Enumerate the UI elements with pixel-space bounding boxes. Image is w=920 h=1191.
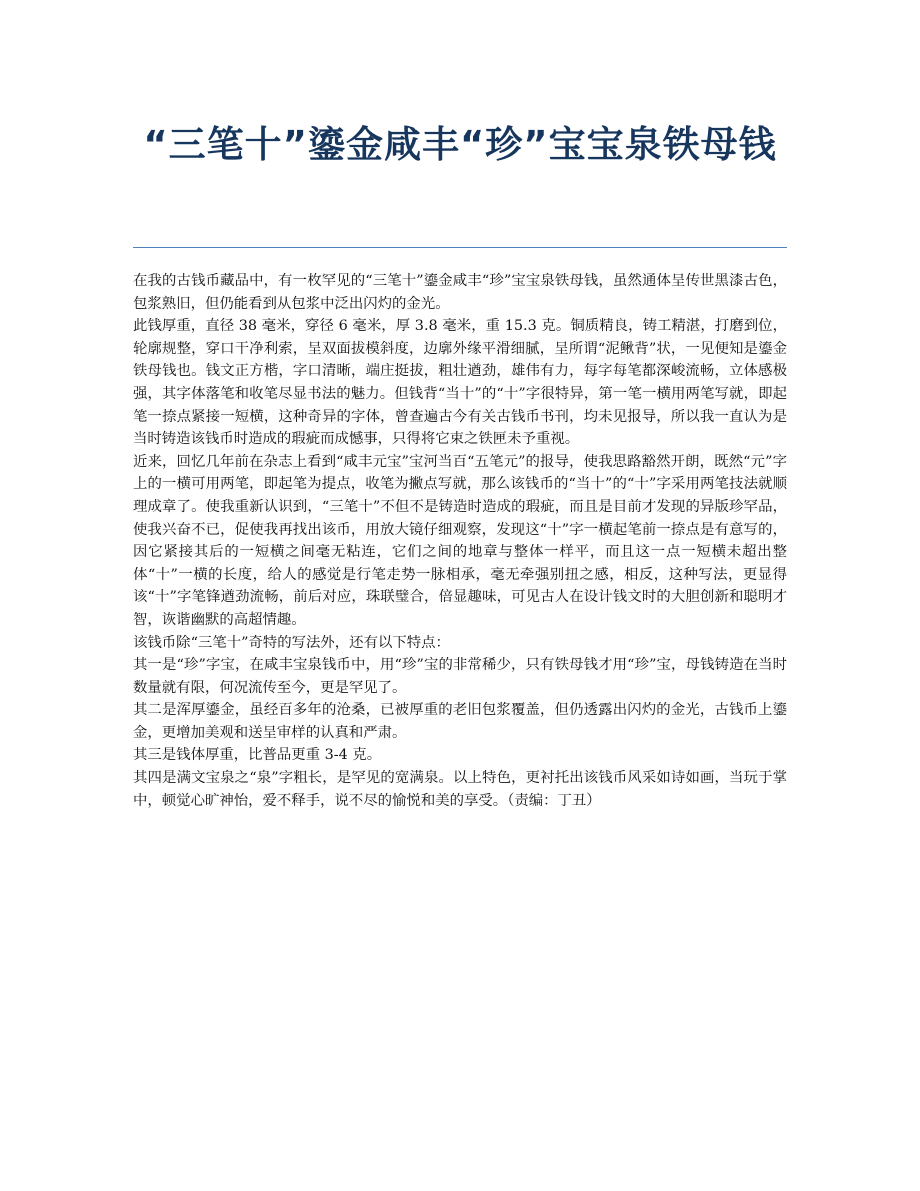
paragraph: 其四是满文宝泉之“泉”字粗长，是罕见的宽满泉。以上特色，更衬托出该钱币风采如诗如画，当玩于掌中，顿觉心旷神怡，爱不释手，说不尽的愉悦和美的享受。（责编：丁丑） [133, 770, 787, 809]
paragraph: 在我的古钱币藏品中，有一枚罕见的“三笔十”鎏金咸丰“珍”宝宝泉铁母钱，虽然通体呈传世黑漆古色，包浆熟旧，但仍能看到从包浆中泛出闪灼的金光。 [133, 273, 787, 312]
paragraph: 其二是浑厚鎏金，虽经百多年的沧桑，已被厚重的老旧包浆覆盖，但仍透露出闪灼的金光，古钱币上鎏金，更增加美观和送呈审样的认真和严肃。 [133, 702, 787, 741]
paragraph: 近来，回忆几年前在杂志上看到“咸丰元宝”宝河当百“五笔元”的报导，使我思路豁然开朗，既然“元”字上的一横可用两笔，即起笔为提点，收笔为撇点写就，那么该钱币的“当十”的“十”字采用两笔技法就顺理成章了。使我重新认识到，“三笔十”不但不是铸造时造成的瑕疵，而且是目前才发现的异版珍罕品，使我兴奋不已，促使我再找出该币，用放大镜仔细观察，发现这“十”字一横起笔前一捺点是有意写的，因它紧接其后的一短横之间毫无粘连，它们之间的地章与整体一样平，而且这一点一短横未超出整体“十”一横的长度，给人的感觉是行笔走势一脉相承，毫无牵强别扭之感，相反，这种写法，更显得该“十”字笔锋遒劲流畅，前后对应，珠联璧合，倍显趣味，可见古人在设计钱文时的大胆创新和聪明才智，诙谐幽默的高超情趣。 [133, 453, 787, 628]
document-title: “三笔十”鎏金咸丰“珍”宝宝泉铁母钱 [143, 123, 777, 166]
paragraph: 其三是钱体厚重，比普品更重 3-4 克。 [133, 747, 382, 764]
paragraph: 此钱厚重，直径 38 毫米，穿径 6 毫米，厚 3.8 毫米，重 15.3 克。铜质精良，铸工精湛，打磨到位，轮廓规整，穿口干净利索，呈双面拔模斜度，边廓外缘平滑细腻，呈所谓“泥鳅背”状，一见便知是鎏金铁母钱也。钱文正方楷，字口清晰，端庄挺拔，粗壮遒劲，雄伟有力，每字每笔都深峻流畅，立体感极强，其字体落笔和收笔尽显书法的魅力。但钱背“当十”的“十”字很特异，第一笔一横用两笔写就，即起笔一捺点紧接一短横，这种奇异的字体，曾查遍古今有关古钱币书刊，均未见报导，所以我一直认为是当时铸造该钱币时造成的瑕疵而成憾事，只得将它束之铁匣未予重视。 [133, 318, 787, 448]
article-body [133, 270, 787, 812]
paragraph: 其一是“珍”字宝，在咸丰宝泉钱币中，用“珍”宝的非常稀少，只有铁母钱才用“珍”宝，母钱铸造在当时数量就有限，何况流传至今，更是罕见了。 [133, 657, 787, 696]
title-divider [133, 247, 787, 248]
paragraph: 该钱币除“三笔十”奇特的写法外，还有以下特点： [133, 634, 450, 651]
